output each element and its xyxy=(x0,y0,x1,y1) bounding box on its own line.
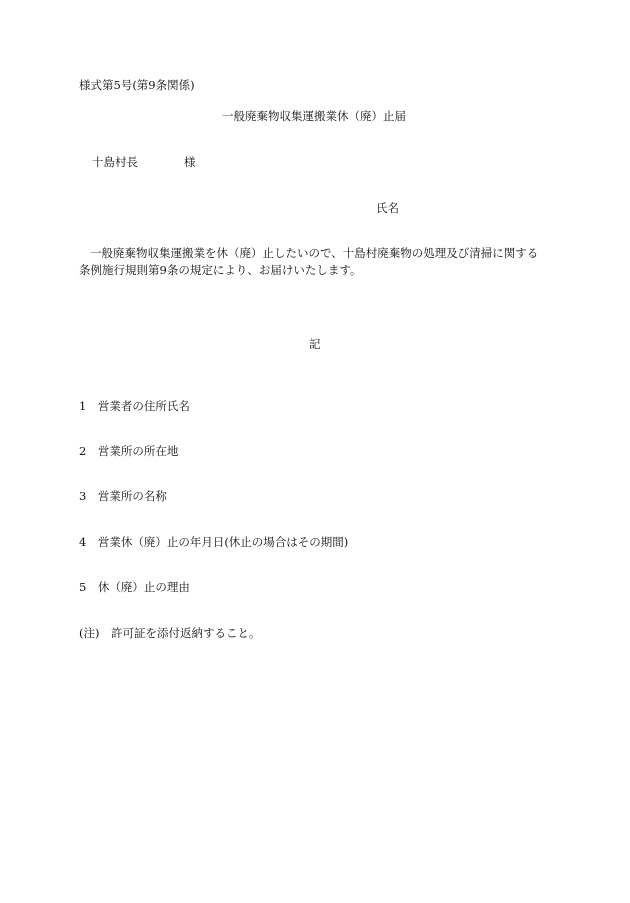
applicant-name-label: 氏名 xyxy=(376,201,399,215)
document-title: 一般廃棄物収集運搬業休（廃）止届 xyxy=(222,109,406,123)
ki-heading: 記 xyxy=(309,337,321,351)
addressee: 十島村長 xyxy=(92,155,138,169)
list-item: 1 営業者の住所氏名 xyxy=(79,399,190,413)
list-item: 3 営業所の名称 xyxy=(79,489,167,503)
note: (注) 許可証を添付返納すること。 xyxy=(79,626,261,640)
list-item: 4 営業休（廃）止の年月日(休止の場合はその期間) xyxy=(79,535,349,549)
list-item: 2 営業所の所在地 xyxy=(79,444,179,458)
body-text-line: 条例施行規則第9条の規定により、お届けいたします。 xyxy=(79,263,362,277)
body-text-line: 一般廃棄物収集運搬業を休（廃）止したいので、十島村廃棄物の処理及び清掃に関する xyxy=(90,246,539,260)
form-number: 様式第5号(第9条関係) xyxy=(79,78,195,92)
list-item: 5 休（廃）止の理由 xyxy=(79,580,190,594)
honorific: 様 xyxy=(184,155,196,169)
